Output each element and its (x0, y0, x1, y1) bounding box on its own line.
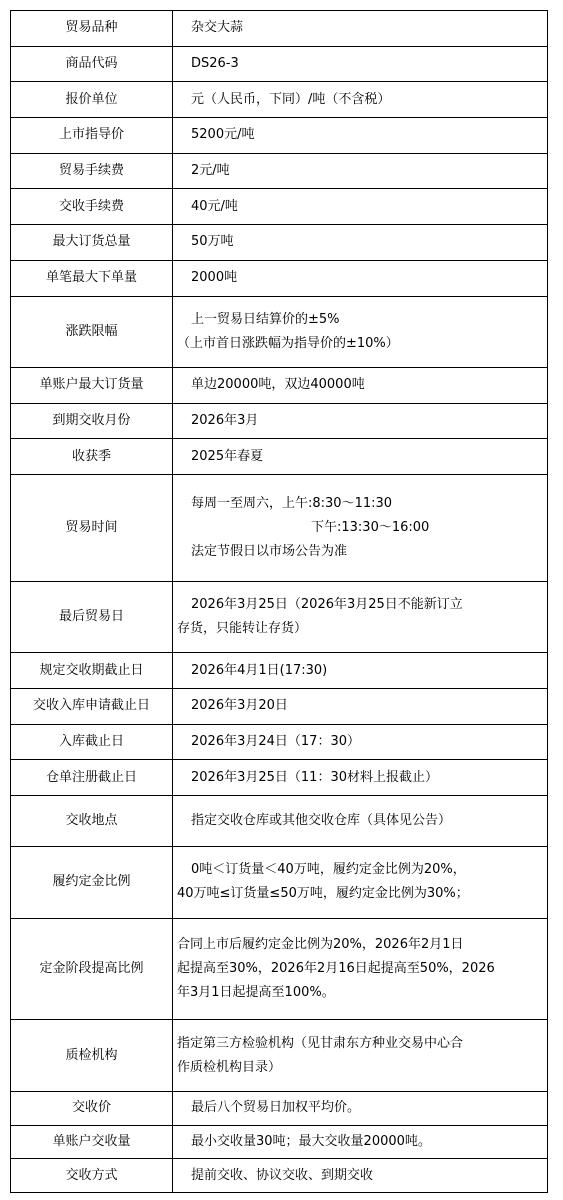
spec-label: 商品代码 (11, 46, 173, 82)
spec-table-body (11, 11, 548, 1193)
spec-row (11, 118, 548, 154)
spec-row (11, 918, 548, 1020)
spec-row (11, 689, 548, 725)
spec-value-line: 每周一至周六，上午:8:30～11:30 (191, 495, 393, 511)
spec-value-line: DS26-3 (191, 56, 239, 72)
spec-row (11, 153, 548, 189)
spec-value-line: 年3月1日起提高至100%。 (177, 984, 335, 1000)
spec-label: 仓单注册截止日 (11, 760, 173, 796)
spec-value (173, 582, 548, 653)
spec-row (11, 225, 548, 261)
spec-label: 入库截止日 (11, 724, 173, 760)
spec-value-line: 元（人民币，下同）/吨（不含税） (191, 91, 391, 107)
spec-value (173, 1125, 548, 1159)
spec-label: 涨跌限幅 (11, 296, 173, 367)
spec-label: 贸易手续费 (11, 153, 173, 189)
spec-value (173, 796, 548, 847)
spec-value-line: 2026年3月25日（11：30材料上报截止） (191, 769, 438, 785)
spec-row (11, 82, 548, 118)
spec-value-line: 2025年春夏 (191, 448, 264, 464)
spec-value-line: 作质检机构目录） (177, 1059, 282, 1075)
spec-row (11, 724, 548, 760)
spec-label: 单笔最大下单量 (11, 260, 173, 296)
spec-row (11, 189, 548, 225)
spec-value-line: 2元/吨 (191, 163, 230, 179)
spec-value-line: 指定交收仓库或其他交收仓库（具体见公告） (191, 813, 452, 829)
spec-value-line: 2026年3月 (191, 412, 259, 428)
spec-value (173, 474, 548, 581)
spec-label: 贸易品种 (11, 11, 173, 47)
spec-value (173, 11, 548, 47)
spec-row (11, 796, 548, 847)
spec-value-line: 上一贸易日结算价的±5% (191, 311, 340, 327)
spec-value (173, 153, 548, 189)
spec-label: 上市指导价 (11, 118, 173, 154)
spec-value (173, 46, 548, 82)
spec-label: 交收方式 (11, 1159, 173, 1193)
spec-row (11, 1020, 548, 1091)
spec-value-line: 单边20000吨，双边40000吨 (191, 377, 365, 393)
spec-label: 履约定金比例 (11, 847, 173, 918)
spec-label: 报价单位 (11, 82, 173, 118)
spec-value-line: 50万吨 (191, 234, 234, 250)
spec-value (173, 1020, 548, 1091)
spec-row (11, 760, 548, 796)
spec-value-line: 2026年3月24日（17：30） (191, 734, 360, 750)
spec-value (173, 296, 548, 367)
spec-row (11, 1159, 548, 1193)
spec-value-line: （上市首日涨跌幅为指导价的±10%） (177, 335, 399, 351)
spec-value-line: 40万吨≤订货量≤50万吨，履约定金比例为30%； (177, 886, 469, 902)
spec-value (173, 724, 548, 760)
spec-row (11, 474, 548, 581)
spec-value (173, 82, 548, 118)
spec-value-line: 2026年3月20日 (191, 698, 288, 714)
spec-label: 收获季 (11, 439, 173, 475)
spec-value-line: 杂交大蒜 (191, 20, 244, 36)
spec-row (11, 367, 548, 403)
spec-value-line: 下午:13:30～16:00 (311, 519, 430, 535)
spec-row (11, 403, 548, 439)
spec-label: 质检机构 (11, 1020, 173, 1091)
spec-label: 交收手续费 (11, 189, 173, 225)
spec-value (173, 689, 548, 725)
spec-value-line: 2026年3月25日（2026年3月25日不能新订立 (191, 597, 463, 613)
spec-value-line: 40元/吨 (191, 198, 238, 214)
spec-row (11, 1091, 548, 1125)
spec-row (11, 46, 548, 82)
spec-label: 交收入库申请截止日 (11, 689, 173, 725)
spec-label: 定金阶段提高比例 (11, 918, 173, 1020)
spec-value-line: 0吨＜订货量＜40万吨，履约定金比例为20%， (191, 862, 466, 878)
spec-row (11, 260, 548, 296)
spec-value-line: 最后八个贸易日加权平均价。 (191, 1100, 361, 1116)
spec-value (173, 367, 548, 403)
spec-label: 贸易时间 (11, 474, 173, 581)
spec-value (173, 760, 548, 796)
spec-value (173, 118, 548, 154)
spec-row (11, 582, 548, 653)
spec-value (173, 1091, 548, 1125)
spec-value-line: 合同上市后履约定金比例为20%，2026年2月1日 (177, 936, 464, 952)
spec-label: 到期交收月份 (11, 403, 173, 439)
spec-row (11, 847, 548, 918)
spec-value-line: 指定第三方检验机构（见甘肃东方种业交易中心合 (177, 1035, 464, 1051)
spec-value-line: 2026年4月1日(17:30) (191, 662, 328, 678)
spec-value-line: 2000吨 (191, 270, 238, 286)
spec-value-line: 起提高至30%，2026年2月16日起提高至50%，2026 (177, 960, 495, 976)
contract-spec-table (10, 10, 548, 1193)
spec-value-line: 提前交收、协议交收、到期交收 (191, 1167, 374, 1183)
spec-value (173, 189, 548, 225)
spec-value-line: 存货，只能转让存货） (177, 621, 308, 637)
spec-value-line: 5200元/吨 (191, 127, 255, 143)
spec-value (173, 1159, 548, 1193)
spec-value-line: 法定节假日以市场公告为准 (191, 543, 348, 559)
spec-row (11, 653, 548, 689)
spec-value (173, 847, 548, 918)
spec-label: 单账户交收量 (11, 1125, 173, 1159)
spec-label: 最大订货总量 (11, 225, 173, 261)
spec-label: 规定交收期截止日 (11, 653, 173, 689)
spec-value (173, 918, 548, 1020)
spec-value (173, 439, 548, 475)
spec-value-line: 最小交收量30吨；最大交收量20000吨。 (191, 1133, 431, 1149)
spec-label: 单账户最大订货量 (11, 367, 173, 403)
spec-label: 最后贸易日 (11, 582, 173, 653)
spec-value (173, 403, 548, 439)
spec-label: 交收地点 (11, 796, 173, 847)
spec-row (11, 439, 548, 475)
spec-value (173, 260, 548, 296)
spec-value (173, 653, 548, 689)
spec-row (11, 296, 548, 367)
spec-label: 交收价 (11, 1091, 173, 1125)
spec-row (11, 1125, 548, 1159)
spec-row (11, 11, 548, 47)
spec-value (173, 225, 548, 261)
